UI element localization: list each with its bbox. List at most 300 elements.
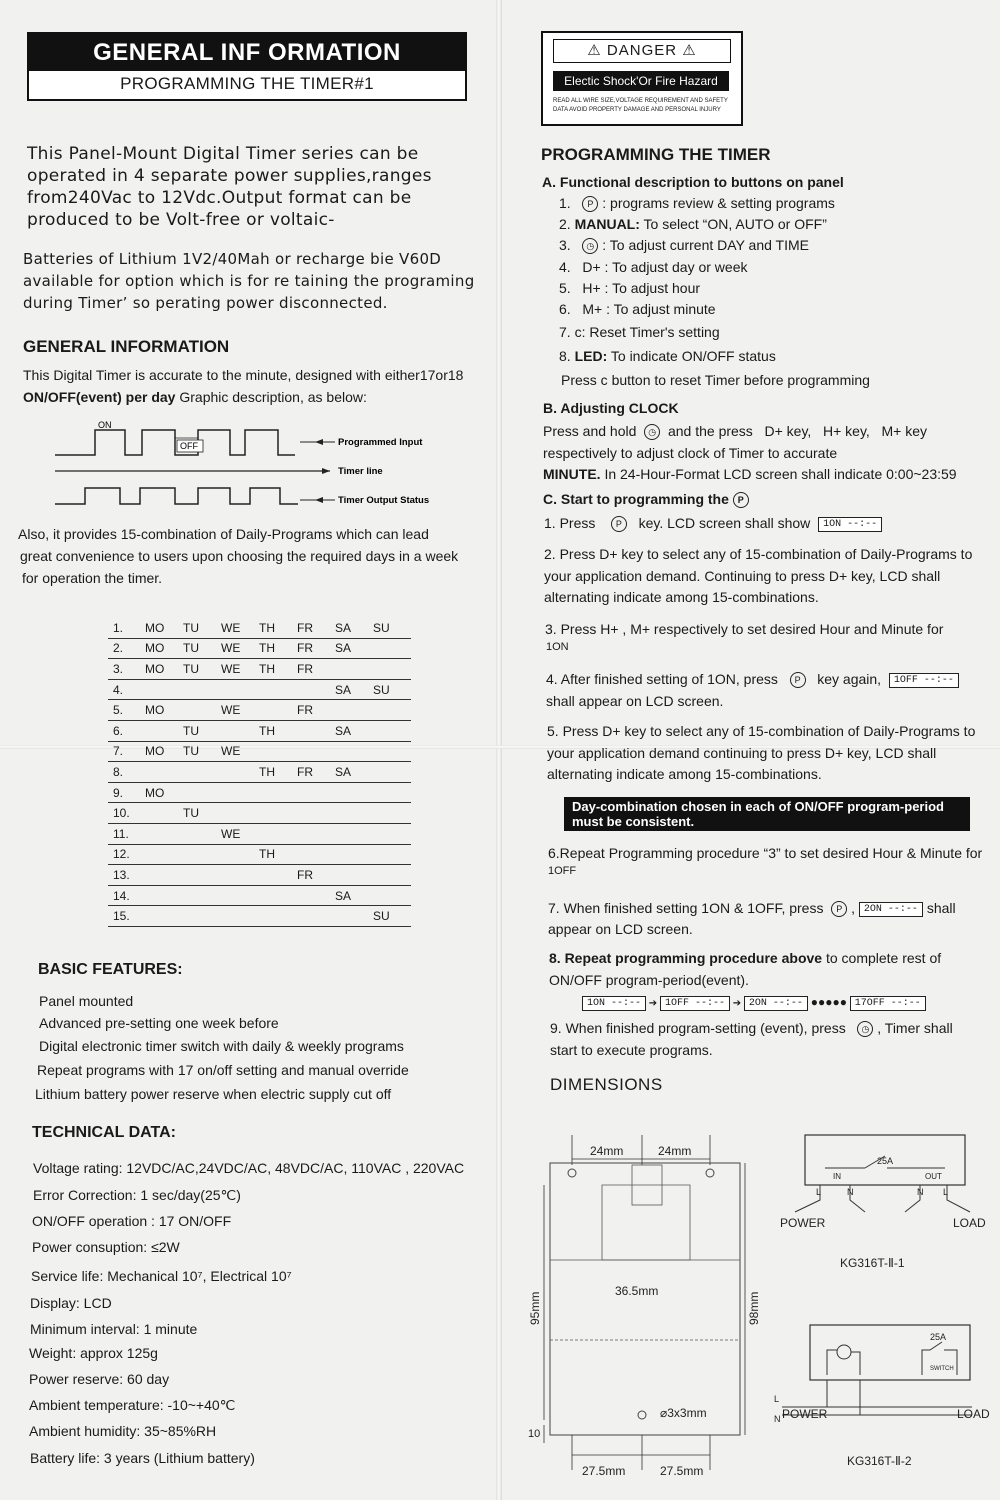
day-cell [221, 762, 259, 783]
a-item-5 [559, 280, 700, 296]
day-cell [145, 865, 183, 886]
intro-line-4: produced to be Volt-free or voltaic- [27, 210, 335, 230]
day-cell: MO [145, 782, 183, 803]
basic-item-3: Digital electronic timer switch with daily & weekly programs [39, 1038, 404, 1054]
day-cell [373, 700, 411, 721]
lcd-2on-display: 2ON --:-- [859, 902, 923, 917]
a4-text: : To adjust day or week [600, 259, 748, 275]
dimensions-heading: DIMENSIONS [550, 1075, 663, 1094]
day-cell [373, 659, 411, 680]
day-cell: SU [373, 618, 411, 638]
a5-num: 5. [559, 280, 571, 296]
banner-title: GENERAL INF ORMATION [29, 34, 465, 71]
day-cell: SA [335, 885, 373, 906]
day-table-row [108, 720, 411, 741]
wiring1-l2: L [943, 1187, 949, 1197]
a4-num: 4. [559, 259, 571, 275]
day-cell [373, 803, 411, 824]
day-table-row [108, 638, 411, 659]
day-cell [145, 885, 183, 906]
day-table-row [108, 906, 411, 927]
wiring2-model: KG316T-Ⅱ-2 [847, 1454, 912, 1468]
c-step-7-line-2: appear on LCD screen. [548, 921, 693, 937]
day-cell: TU [183, 720, 221, 741]
clock-key-icon: ◷ [644, 424, 660, 440]
day-row-number: 7. [108, 741, 145, 762]
a2-num: 2. [559, 216, 571, 232]
a-note: Press c button to reset Timer before programming [561, 372, 870, 388]
day-cell: MO [145, 741, 183, 762]
program-key-icon: P [733, 492, 749, 508]
wave-prog-input-label: Programmed Input [338, 437, 423, 448]
day-cell [373, 638, 411, 659]
day-cell [221, 782, 259, 803]
title-banner [27, 32, 467, 101]
also-line-2: great convenience to users upon choosing the required days in a week [20, 548, 459, 564]
day-cell: FR [297, 762, 335, 783]
battery-line-3: during Timer’ so perating power disconnected. [23, 294, 388, 312]
c-step-3-line-2: 1ON [546, 641, 569, 653]
day-cell [373, 720, 411, 741]
b-key-word-1: key, [786, 423, 812, 439]
dim-bottom-left: 27.5mm [582, 1464, 626, 1478]
program-sequence: 1ON --:-- ➔ 1OFF --:-- ➔ 2ON --:-- ●●●●● 17OFF --:-- [582, 995, 926, 1011]
b-key-d: D+ [764, 423, 783, 439]
day-row-number: 3. [108, 659, 145, 680]
wiring2-power: POWER [782, 1407, 828, 1421]
clock-key-icon: ◷ [582, 238, 598, 254]
battery-line-1: Batteries of Lithium 1V2/40Mah or recharge bie V60D [23, 250, 442, 268]
wiring1-model: KG316T-Ⅱ-1 [840, 1256, 905, 1270]
day-row-number: 15. [108, 906, 145, 927]
a5-text: : To adjust hour [600, 280, 701, 296]
day-cell [297, 803, 335, 824]
a8-num: 8. [559, 348, 571, 364]
day-cell [145, 762, 183, 783]
c-step-6-line-2: 1OFF [548, 865, 577, 877]
day-cell: MO [145, 638, 183, 659]
dim-bottom-right: 27.5mm [660, 1464, 704, 1478]
day-row-number: 8. [108, 762, 145, 783]
day-cell [373, 844, 411, 865]
day-cell: WE [221, 700, 259, 721]
a7-num: 7. [559, 324, 571, 340]
wiring1-n2: N [917, 1187, 924, 1197]
day-cell [259, 782, 297, 803]
a5-key: H+ [582, 280, 601, 296]
day-table-row [108, 659, 411, 680]
basic-features-heading: BASIC FEATURES: [38, 961, 183, 978]
danger-fineprint: READ ALL WIRE SIZE,VOLTAGE REQUIREMENT AND SAFETY DATA AVOID PROPERTY DAMAGE AND PERSONAL INJURY [553, 98, 728, 113]
program-key-icon: P [831, 901, 847, 917]
basic-item-4: Repeat programs with 17 on/off setting and manual override [37, 1062, 409, 1078]
wiring1-out: OUT [925, 1172, 942, 1181]
section-a-heading: A. Functional description to buttons on panel [542, 174, 844, 190]
c8-bold: 8. Repeat programming procedure above [549, 950, 823, 966]
a8-text: To indicate ON/OFF status [607, 348, 776, 364]
day-cell [259, 803, 297, 824]
dim-height-95: 95mm [528, 1291, 542, 1325]
b-key-word-2: key, [845, 423, 870, 439]
intro-line-1: This Panel-Mount Digital Timer series can be [27, 144, 419, 164]
danger-title-text: DANGER [606, 42, 678, 59]
wiring-diagram-1 [775, 1130, 990, 1275]
day-cell [259, 741, 297, 762]
day-cell [335, 782, 373, 803]
day-cell: SU [373, 906, 411, 927]
day-cell: TH [259, 659, 297, 680]
day-cell [183, 700, 221, 721]
day-cell [297, 844, 335, 865]
lcd-1off-display: 1OFF --:-- [889, 673, 959, 688]
day-table-row [108, 679, 411, 700]
a2-key: MANUAL: [574, 216, 640, 232]
day-cell: SA [335, 679, 373, 700]
day-cell: TH [259, 762, 297, 783]
day-row-number: 4. [108, 679, 145, 700]
a-item-7 [559, 324, 720, 340]
intro-line-3: from240Vac to 12Vdc.Output format can be [27, 188, 412, 208]
day-cell [221, 844, 259, 865]
day-cell [183, 823, 221, 844]
battery-line-2: available for option which is for re taining the programing [23, 272, 475, 290]
day-row-number: 13. [108, 865, 145, 886]
day-table-row [108, 885, 411, 906]
a1-text: : programs review & setting programs [598, 195, 835, 211]
day-cell: SU [373, 679, 411, 700]
day-cell: TH [259, 844, 297, 865]
day-cell [335, 803, 373, 824]
notice-line-2: must be consistent. [572, 814, 695, 829]
section-c-heading [543, 491, 749, 508]
day-cell [183, 865, 221, 886]
b-press-hold: Press and hold [543, 423, 637, 439]
also-line-1: Also, it provides 15-combination of Daily-Programs which can lead [18, 526, 429, 542]
c7-shall: shall [926, 900, 956, 916]
day-cell [297, 782, 335, 803]
tech-item-12: Battery life: 3 years (Lithium battery) [30, 1450, 255, 1466]
program-key-icon: P [611, 516, 627, 532]
day-cell [373, 823, 411, 844]
day-row-number: 14. [108, 885, 145, 906]
day-cell: SA [335, 638, 373, 659]
day-cell [297, 906, 335, 927]
wiring-diagram-2 [772, 1320, 990, 1470]
day-cell [145, 679, 183, 700]
seq-17off: 17OFF --:-- [850, 996, 926, 1011]
day-cell [145, 823, 183, 844]
day-cell [335, 844, 373, 865]
day-cell [183, 844, 221, 865]
day-cell [297, 741, 335, 762]
day-cell: TU [183, 803, 221, 824]
day-cell [183, 782, 221, 803]
a6-num: 6. [559, 301, 571, 317]
day-cell [183, 885, 221, 906]
general-info-heading: GENERAL INFORMATION [23, 337, 230, 356]
a-item-3 [559, 237, 809, 254]
dimension-drawing [520, 1125, 780, 1485]
a2-text: To select “ON, AUTO or OFF” [639, 216, 827, 232]
tech-item-6: Display: LCD [30, 1295, 112, 1311]
day-table-row [108, 618, 411, 638]
day-cell: TH [259, 618, 297, 638]
day-table-row [108, 762, 411, 783]
day-cell: TH [259, 638, 297, 659]
c4-key-again: key again, [817, 671, 882, 687]
a4-key: D+ [582, 259, 601, 275]
basic-item-1: Panel mounted [39, 993, 134, 1009]
b-line-1 [543, 423, 927, 440]
day-cell: TU [183, 638, 221, 659]
day-cell [259, 679, 297, 700]
c-step-5-line-3: alternating indicate among 15-combinations. [547, 766, 822, 782]
wave-on-label: ON [98, 420, 112, 430]
day-table-row [108, 782, 411, 803]
day-cell [145, 844, 183, 865]
a7-key: c [574, 324, 582, 340]
day-cell: TH [259, 720, 297, 741]
b-minute: MINUTE. [543, 466, 601, 482]
day-cell [373, 762, 411, 783]
day-cell: TU [183, 659, 221, 680]
tech-item-3: ON/OFF operation : 17 ON/OFF [32, 1213, 232, 1229]
seq-1on: 1ON --:-- [582, 996, 646, 1011]
day-cell [335, 865, 373, 886]
day-cell: WE [221, 618, 259, 638]
program-key-icon: P [582, 196, 598, 212]
day-cell [221, 803, 259, 824]
day-cell [335, 659, 373, 680]
c-step-2-line-1: 2. Press D+ key to select any of 15-combination of Daily-Programs to [544, 546, 973, 562]
page-fold [496, 0, 502, 1500]
day-cell [297, 885, 335, 906]
c-step-1 [544, 515, 882, 532]
a-item-1 [559, 195, 835, 212]
c-step-6-line-1: 6.Repeat Programming procedure “3” to set desired Hour & Minute for [548, 845, 983, 861]
dim-width-left: 24mm [590, 1144, 624, 1158]
wiring1-load: LOAD [953, 1216, 986, 1230]
day-cell [183, 762, 221, 783]
day-cell [297, 823, 335, 844]
day-cell [297, 679, 335, 700]
day-cell: MO [145, 618, 183, 638]
day-row-number: 6. [108, 720, 145, 741]
wiring1-n1: N [847, 1187, 854, 1197]
banner-subtitle: PROGRAMMING THE TIMER#1 [120, 74, 374, 93]
consistency-notice [564, 797, 970, 831]
day-row-number: 10. [108, 803, 145, 824]
day-cell: TU [183, 618, 221, 638]
day-cell: SA [335, 762, 373, 783]
c1-text: key. LCD screen shall show [638, 515, 811, 531]
day-cell [221, 679, 259, 700]
dim-hole-size: ⌀3x3mm [660, 1406, 707, 1420]
day-cell: SA [335, 720, 373, 741]
a-item-4 [559, 259, 747, 275]
wave-timer-line-label: Timer line [338, 466, 383, 477]
wiring2-load: LOAD [957, 1407, 990, 1421]
c-step-2-line-3: alternating indicate among 15-combinations. [544, 589, 819, 605]
a-item-8 [559, 348, 776, 364]
day-row-number: 12. [108, 844, 145, 865]
day-cell [145, 906, 183, 927]
day-cell [221, 865, 259, 886]
c9-text: 9. When finished program-setting (event), press [550, 1020, 846, 1036]
day-cell: SA [335, 618, 373, 638]
tech-item-11: Ambient humidity: 35~85%RH [29, 1423, 217, 1439]
tech-item-8: Weight: approx 125g [29, 1345, 158, 1361]
section-b-heading: B. Adjusting CLOCK [543, 400, 679, 416]
b-key-word-3: key [905, 423, 928, 439]
day-cell: FR [297, 659, 335, 680]
day-cell: MO [145, 700, 183, 721]
c-step-2-line-2: your application demand. Continuing to press D+ key, LCD shall [544, 568, 941, 584]
day-table-row [108, 803, 411, 824]
seq-1off: 1OFF --:-- [660, 996, 730, 1011]
day-cell: WE [221, 659, 259, 680]
gi-rest: Graphic description, as below: [175, 389, 367, 405]
day-cell [335, 823, 373, 844]
day-cell [297, 720, 335, 741]
tech-item-9: Power reserve: 60 day [29, 1371, 170, 1387]
day-cell [335, 700, 373, 721]
programming-heading: PROGRAMMING THE TIMER [541, 145, 771, 164]
basic-item-2: Advanced pre-setting one week before [39, 1015, 279, 1031]
b-and-press: and the press [667, 423, 753, 439]
dim-height-98: 98mm [747, 1291, 761, 1325]
c9-timer-shall: , Timer shall [877, 1020, 953, 1036]
c1-press: 1. Press [544, 515, 596, 531]
b-key-m: M+ [881, 423, 902, 439]
tech-item-4: Power consuption: ≤2W [32, 1239, 180, 1255]
wave-output-status-label: Timer Output Status [338, 495, 430, 506]
dim-height-10: 10 [528, 1428, 541, 1440]
c4-text: 4. After finished setting of 1ON, press [546, 671, 778, 687]
a3-text: : To adjust current DAY and TIME [598, 237, 809, 253]
dim-hole-text: 3x3mm [667, 1406, 707, 1420]
intro-line-2: operated in 4 separate power supplies,ranges [27, 166, 432, 186]
day-cell [145, 720, 183, 741]
wiring1-in: IN [833, 1172, 841, 1181]
c-step-7: 7. When finished setting 1ON & 1OFF, press P , 2ON --:-- shall [548, 900, 956, 916]
danger-label [541, 31, 743, 126]
day-cell [259, 823, 297, 844]
day-row-number: 1. [108, 618, 145, 638]
b-key-h: H+ [822, 423, 842, 439]
day-cell [373, 865, 411, 886]
c-step-8-line-2: ON/OFF program-period(event). [549, 972, 749, 988]
c-step-5-line-2: your application demand continuing to press D+ key, LCD shall [547, 745, 937, 761]
also-line-3: for operation the timer. [22, 570, 163, 586]
tech-item-5: Service life: Mechanical 10⁷, Electrical 10⁷ [31, 1268, 292, 1284]
day-cell [373, 782, 411, 803]
a3-num: 3. [559, 237, 571, 253]
notice-line-1: Day-combination chosen in each of ON/OFF program-period [572, 799, 944, 814]
a1-num: 1. [559, 195, 571, 211]
clock-key-icon: ◷ [857, 1021, 873, 1037]
day-cell [259, 700, 297, 721]
c-step-5-line-1: 5. Press D+ key to select any of 15-combination of Daily-Programs to [547, 723, 976, 739]
a-item-6 [559, 301, 716, 317]
a6-key: M+ [582, 301, 603, 317]
dim-width-right: 24mm [658, 1144, 692, 1158]
b-line-3 [543, 466, 957, 482]
day-cell [259, 906, 297, 927]
day-row-number: 2. [108, 638, 145, 659]
day-cell: FR [297, 618, 335, 638]
day-cell [373, 741, 411, 762]
day-table-row [108, 741, 411, 762]
day-cell: WE [221, 741, 259, 762]
wiring2-switch: SWITCH [930, 1366, 954, 1372]
day-table-row [108, 844, 411, 865]
day-cell [259, 885, 297, 906]
c-step-4 [546, 671, 959, 688]
day-row-number: 11. [108, 823, 145, 844]
technical-data-heading: TECHNICAL DATA: [32, 1124, 176, 1141]
day-table-row [108, 700, 411, 721]
c7-text: 7. When finished setting 1ON & 1OFF, press [548, 900, 824, 916]
c-step-4-line-2: shall appear on LCD screen. [546, 693, 724, 709]
c-step-9-line-2: start to execute programs. [550, 1042, 713, 1058]
wiring1-rating: 25A [877, 1156, 894, 1166]
a7-text: : Reset Timer's setting [581, 324, 720, 340]
tech-item-7: Minimum interval: 1 minute [30, 1321, 198, 1337]
day-row-number: 9. [108, 782, 145, 803]
tech-item-1: Voltage rating: 12VDC/AC,24VDC/AC, 48VDC/AC, 110VAC , 220VAC [33, 1160, 465, 1176]
day-cell [259, 865, 297, 886]
a6-text: : To adjust minute [602, 301, 716, 317]
wave-off-label: OFF [180, 441, 198, 451]
tech-item-10: Ambient temperature: -10~+40℃ [29, 1397, 236, 1413]
wiring1-l1: L [816, 1187, 822, 1197]
day-combination-table [108, 618, 411, 927]
wiring2-rating: 25A [930, 1332, 947, 1342]
c-step-9 [550, 1020, 953, 1037]
day-cell [145, 803, 183, 824]
c-step-8 [549, 950, 941, 966]
day-row-number: 5. [108, 700, 145, 721]
danger-title: ⚠ DANGER ⚠ [553, 39, 731, 63]
day-cell [221, 720, 259, 741]
seq-dots: ●●●●● [810, 995, 847, 1009]
dim-center-width: 36.5mm [615, 1284, 659, 1298]
day-cell [373, 885, 411, 906]
day-cell: TU [183, 741, 221, 762]
general-info-line-1: This Digital Timer is accurate to the minute, designed with either17or18 [23, 367, 464, 383]
wiring2-n: N [774, 1414, 781, 1424]
gi-bold: ON/OFF(event) per day [23, 389, 176, 405]
wiring2-l: L [774, 1394, 780, 1404]
basic-item-5: Lithium battery power reserve when electric supply cut off [35, 1086, 392, 1102]
c-step-3-line-1: 3. Press H+ , M+ respectively to set desired Hour and Minute for [545, 621, 944, 637]
day-cell: MO [145, 659, 183, 680]
waveform-diagram [50, 420, 450, 520]
c-heading-text: C. Start to programming the [543, 491, 729, 507]
day-cell [183, 679, 221, 700]
b-line-3-rest: In 24-Hour-Format LCD screen shall indicate 0:00~23:59 [600, 466, 957, 482]
a8-key: LED: [574, 348, 608, 364]
day-cell [335, 906, 373, 927]
day-cell: WE [221, 823, 259, 844]
c8-rest: to complete rest of [822, 950, 942, 966]
day-cell [335, 741, 373, 762]
day-table-row [108, 823, 411, 844]
day-cell: FR [297, 865, 335, 886]
tech-item-2: Error Correction: 1 sec/day(25℃) [33, 1187, 241, 1203]
lcd-1on-display: 1ON --:-- [818, 517, 882, 532]
